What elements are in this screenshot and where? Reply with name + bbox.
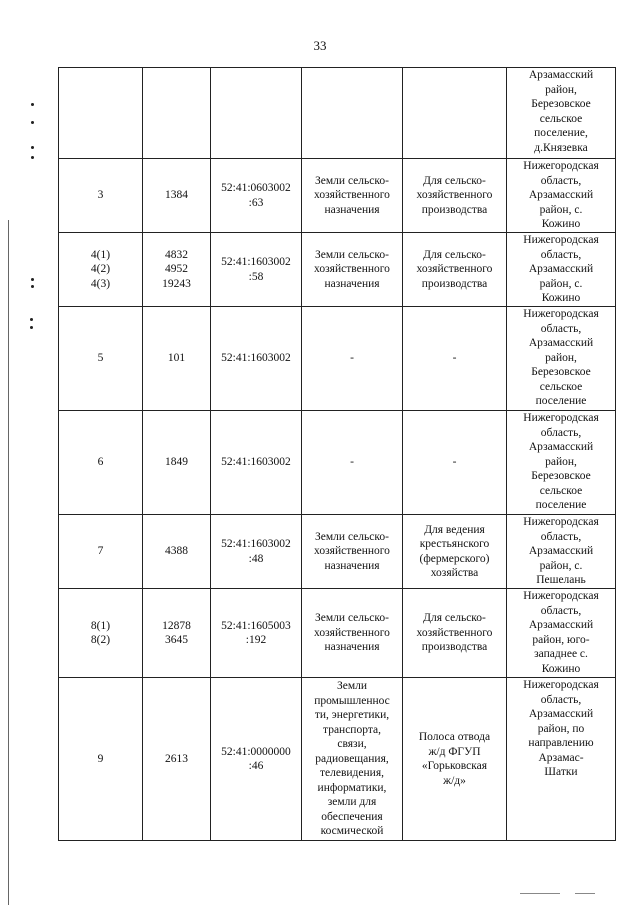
margin-mark bbox=[30, 326, 33, 329]
cell-land-category-line: хозяйственного bbox=[314, 626, 390, 639]
cell-number-line: 6 bbox=[97, 456, 104, 469]
cell-land-category bbox=[302, 515, 403, 589]
cell-land-category-line: космической bbox=[320, 825, 384, 838]
cell-address-line: поселение, bbox=[534, 127, 588, 139]
cell-cadastral-number bbox=[211, 233, 302, 307]
cell-address-line: район, bbox=[545, 351, 577, 364]
cell-address-line: Арзамасский bbox=[528, 189, 594, 201]
cell-address-line: Нижегородская bbox=[523, 234, 599, 246]
cell-permitted-use bbox=[403, 307, 507, 411]
table-row bbox=[59, 678, 616, 841]
cell-permitted-use-line: Для сельско- bbox=[423, 612, 486, 625]
cell-address-line: Кожино bbox=[541, 292, 581, 304]
land-plots-table bbox=[58, 67, 616, 841]
cell-address-line: Пешелань bbox=[536, 574, 586, 586]
cell-cadastral-number-line: 52:41:1603002 bbox=[221, 456, 291, 469]
cell-permitted-use-line: крестьянского bbox=[419, 538, 490, 550]
cell-area-line: 1849 bbox=[165, 456, 188, 469]
cell-cadastral-number-line: 52:41:1603002 bbox=[221, 256, 291, 268]
cell-land-category bbox=[302, 678, 403, 841]
cell-cadastral-number-line: 52:41:0603002 bbox=[221, 182, 291, 194]
cell-permitted-use-line: Для сельско- bbox=[423, 174, 486, 187]
cell-address-line: Арзамасский bbox=[528, 263, 594, 275]
cell-number bbox=[59, 307, 143, 411]
cell-address-line: Арзамасский bbox=[528, 619, 594, 631]
cell-permitted-use-line: Для сельско- bbox=[423, 248, 486, 261]
cell-land-category-line: Земли сельско- bbox=[315, 174, 389, 187]
cell-address-line: Нижегородская bbox=[523, 516, 599, 528]
scan-edge-line bbox=[8, 220, 9, 905]
cell-land-category-line: - bbox=[350, 456, 354, 469]
cell-address-line: район, bbox=[545, 83, 577, 96]
cell-permitted-use bbox=[403, 159, 507, 233]
cell-area bbox=[143, 411, 211, 515]
cell-address-line: Нижегородская bbox=[523, 160, 599, 172]
table-row bbox=[59, 159, 616, 233]
cell-permitted-use bbox=[403, 68, 507, 159]
cell-address bbox=[507, 68, 616, 159]
cell-land-category-line: Земли сельско- bbox=[315, 530, 389, 543]
cell-area-line: 12878 bbox=[162, 619, 191, 632]
page-number: 33 bbox=[313, 38, 327, 53]
cell-area-line: 4952 bbox=[165, 263, 188, 276]
table-row bbox=[59, 307, 616, 411]
cell-area bbox=[143, 307, 211, 411]
cell-area bbox=[143, 515, 211, 589]
cell-land-category-line: радиовещания, bbox=[315, 752, 389, 765]
cell-land-category bbox=[302, 307, 403, 411]
cell-address-line: поселение bbox=[535, 395, 587, 407]
table-row bbox=[59, 589, 616, 678]
margin-mark bbox=[30, 318, 33, 321]
cell-number bbox=[59, 159, 143, 233]
margin-mark bbox=[31, 146, 34, 149]
cell-permitted-use-line: хозяйства bbox=[430, 567, 479, 579]
cell-address-line: Березовское bbox=[531, 366, 591, 378]
cell-cadastral-number bbox=[211, 515, 302, 589]
cell-number bbox=[59, 589, 143, 678]
cell-area bbox=[143, 589, 211, 678]
cell-address-line: Кожино bbox=[541, 218, 581, 230]
cell-permitted-use-line: - bbox=[452, 352, 457, 365]
cell-number bbox=[59, 411, 143, 515]
cell-land-category-line: информатики, bbox=[317, 781, 387, 794]
cell-cadastral-number bbox=[211, 678, 302, 841]
cell-number-line: 8(2) bbox=[90, 634, 111, 646]
table-row bbox=[59, 68, 616, 159]
cell-permitted-use-line: Полоса отвода bbox=[418, 731, 491, 743]
cell-permitted-use bbox=[403, 233, 507, 307]
cell-land-category bbox=[302, 411, 403, 515]
cell-land-category-line: Земли bbox=[336, 680, 368, 693]
margin-mark bbox=[31, 121, 34, 124]
cell-permitted-use bbox=[403, 515, 507, 589]
cell-cadastral-number-line: :63 bbox=[248, 196, 264, 209]
cell-permitted-use-line: ж/д ФГУП bbox=[428, 745, 481, 758]
cell-address-line: Березовское bbox=[531, 98, 591, 110]
cell-address-line: район, с. bbox=[539, 203, 583, 216]
margin-mark bbox=[31, 285, 34, 288]
cell-permitted-use-line: хозяйственного bbox=[416, 263, 493, 276]
cell-number-line: 7 bbox=[97, 545, 104, 558]
cell-area-line: 4832 bbox=[165, 248, 188, 261]
cell-land-category-line: хозяйственного bbox=[314, 189, 390, 202]
cell-address bbox=[507, 233, 616, 307]
cell-address bbox=[507, 589, 616, 678]
cell-permitted-use-line: «Горьковская bbox=[421, 760, 488, 772]
cell-address-line: область, bbox=[540, 174, 582, 187]
cell-area bbox=[143, 678, 211, 841]
cell-land-category-line: хозяйственного bbox=[314, 263, 390, 276]
cell-number bbox=[59, 233, 143, 307]
cell-address-line: район, с. bbox=[539, 559, 583, 572]
cell-number-line: 9 bbox=[97, 752, 104, 765]
cell-permitted-use-line: хозяйственного bbox=[416, 626, 493, 639]
cell-number-line: 4(3) bbox=[90, 277, 111, 290]
cell-cadastral-number bbox=[211, 159, 302, 233]
cell-area-line: 2613 bbox=[165, 752, 188, 765]
cell-address-line: область, bbox=[540, 248, 582, 261]
cell-permitted-use-line: производства bbox=[421, 203, 488, 216]
cell-address-line: Арзамасский bbox=[528, 337, 594, 349]
cell-cadastral-number-line: 52:41:1603002 bbox=[221, 352, 291, 365]
cell-area-line: 4388 bbox=[165, 545, 188, 558]
cell-address-line: д.Князевка bbox=[534, 141, 588, 154]
cell-address-line: Арзамасский bbox=[528, 545, 594, 557]
cell-cadastral-number bbox=[211, 307, 302, 411]
cell-permitted-use-line: производства bbox=[421, 277, 488, 290]
cell-cadastral-number-line: :46 bbox=[248, 760, 264, 772]
cell-area bbox=[143, 233, 211, 307]
cell-address bbox=[507, 307, 616, 411]
cell-cadastral-number-line: 52:41:0000000 bbox=[221, 745, 291, 758]
margin-mark bbox=[31, 278, 34, 281]
cell-address-line: Нижегородская bbox=[523, 679, 599, 691]
cell-address-line: область, bbox=[540, 604, 582, 617]
cell-land-category-line: земли для bbox=[327, 796, 377, 809]
cell-address bbox=[507, 159, 616, 233]
cell-address-line: направлению bbox=[528, 737, 594, 749]
cell-address-line: район, юго- bbox=[532, 633, 590, 646]
scan-artifact-line bbox=[520, 893, 560, 894]
cell-permitted-use-line: Для ведения bbox=[424, 523, 485, 536]
cell-address-line: область, bbox=[540, 322, 582, 335]
cell-address-line: западнее с. bbox=[534, 648, 588, 660]
cell-land-category-line: назначения bbox=[324, 559, 380, 572]
cell-address-line: район, с. bbox=[539, 277, 583, 290]
cell-cadastral-number bbox=[211, 68, 302, 159]
cell-address bbox=[507, 411, 616, 515]
cell-land-category-line: Земли сельско- bbox=[315, 612, 389, 625]
cell-land-category bbox=[302, 159, 403, 233]
cell-land-category-line: назначения bbox=[324, 277, 380, 290]
cell-number-line: 8(1) bbox=[90, 619, 111, 632]
cell-number bbox=[59, 678, 143, 841]
cell-land-category-line: хозяйственного bbox=[314, 545, 390, 558]
cell-area bbox=[143, 159, 211, 233]
cell-address bbox=[507, 515, 616, 589]
cell-land-category-line: телевидения, bbox=[320, 767, 384, 780]
cell-address-line: область, bbox=[540, 426, 582, 439]
cell-land-category-line: транспорта, bbox=[323, 723, 381, 736]
cell-cadastral-number bbox=[211, 589, 302, 678]
cell-permitted-use-line: (фермерского) bbox=[419, 552, 490, 565]
cell-land-category-line: назначения bbox=[324, 203, 380, 216]
cell-address-line: поселение bbox=[535, 499, 587, 511]
cell-permitted-use-line: хозяйственного bbox=[416, 189, 493, 202]
scan-artifact-line bbox=[575, 893, 595, 894]
cell-address-line: Березовское bbox=[531, 470, 591, 482]
cell-land-category bbox=[302, 589, 403, 678]
cell-address-line: сельское bbox=[539, 484, 583, 497]
cell-land-category-line: промышленнос bbox=[314, 694, 390, 707]
cell-land-category bbox=[302, 68, 403, 159]
cell-address-line: Арзамасский bbox=[528, 69, 594, 81]
cell-number-line: 3 bbox=[97, 189, 104, 202]
table-row bbox=[59, 411, 616, 515]
cell-address-line: Арзамасский bbox=[528, 708, 594, 720]
table-row bbox=[59, 515, 616, 589]
cell-permitted-use-line: производства bbox=[421, 641, 488, 654]
cell-land-category-line: Земли сельско- bbox=[315, 248, 389, 261]
cell-area-line: 1384 bbox=[165, 189, 188, 202]
cell-area bbox=[143, 68, 211, 159]
cell-address bbox=[507, 678, 616, 841]
cell-address-line: область, bbox=[540, 530, 582, 543]
cell-land-category-line: назначения bbox=[324, 641, 380, 654]
cell-number-line: 5 bbox=[97, 352, 104, 365]
cell-cadastral-number-line: :192 bbox=[245, 634, 267, 646]
cell-address-line: район, bbox=[545, 455, 577, 468]
cell-address-line: область, bbox=[540, 693, 582, 706]
cell-land-category-line: связи, bbox=[337, 738, 367, 751]
cell-permitted-use bbox=[403, 678, 507, 841]
cell-address-line: Нижегородская bbox=[523, 412, 599, 424]
cell-area-line: 19243 bbox=[162, 277, 191, 290]
cell-land-category-line: обеспечения bbox=[321, 810, 383, 823]
cell-land-category bbox=[302, 233, 403, 307]
margin-mark bbox=[31, 156, 34, 159]
cell-number-line: 4(1) bbox=[90, 248, 111, 261]
cell-address-line: Нижегородская bbox=[523, 590, 599, 602]
cell-address-line: район, по bbox=[537, 722, 585, 735]
table-row bbox=[59, 233, 616, 307]
cell-permitted-use-line: ж/д» bbox=[443, 774, 466, 787]
cell-cadastral-number-line: 52:41:1605003 bbox=[221, 619, 291, 632]
margin-mark bbox=[31, 103, 34, 106]
cell-number bbox=[59, 515, 143, 589]
cell-cadastral-number-line: 52:41:1603002 bbox=[221, 538, 291, 550]
cell-permitted-use-line: - bbox=[452, 456, 457, 469]
cell-address-line: Арзамасский bbox=[528, 441, 594, 453]
cell-address-line: Кожино bbox=[541, 662, 581, 675]
cell-cadastral-number-line: :48 bbox=[248, 552, 264, 565]
cell-address-line: сельское bbox=[539, 112, 583, 125]
cell-permitted-use bbox=[403, 589, 507, 678]
cell-land-category-line: - bbox=[350, 352, 354, 365]
cell-land-category-line: ти, энергетики, bbox=[314, 709, 390, 722]
cell-address-line: Арзамас- bbox=[538, 751, 584, 764]
cell-cadastral-number bbox=[211, 411, 302, 515]
cell-area-line: 101 bbox=[167, 352, 186, 365]
cell-permitted-use bbox=[403, 411, 507, 515]
cell-number-line: 4(2) bbox=[90, 263, 111, 276]
cell-address-line: Шатки bbox=[544, 766, 578, 778]
cell-cadastral-number-line: :58 bbox=[248, 270, 264, 283]
cell-number bbox=[59, 68, 143, 159]
cell-address-line: Нижегородская bbox=[523, 308, 599, 320]
cell-area-line: 3645 bbox=[165, 634, 188, 646]
cell-address-line: сельское bbox=[539, 380, 583, 393]
